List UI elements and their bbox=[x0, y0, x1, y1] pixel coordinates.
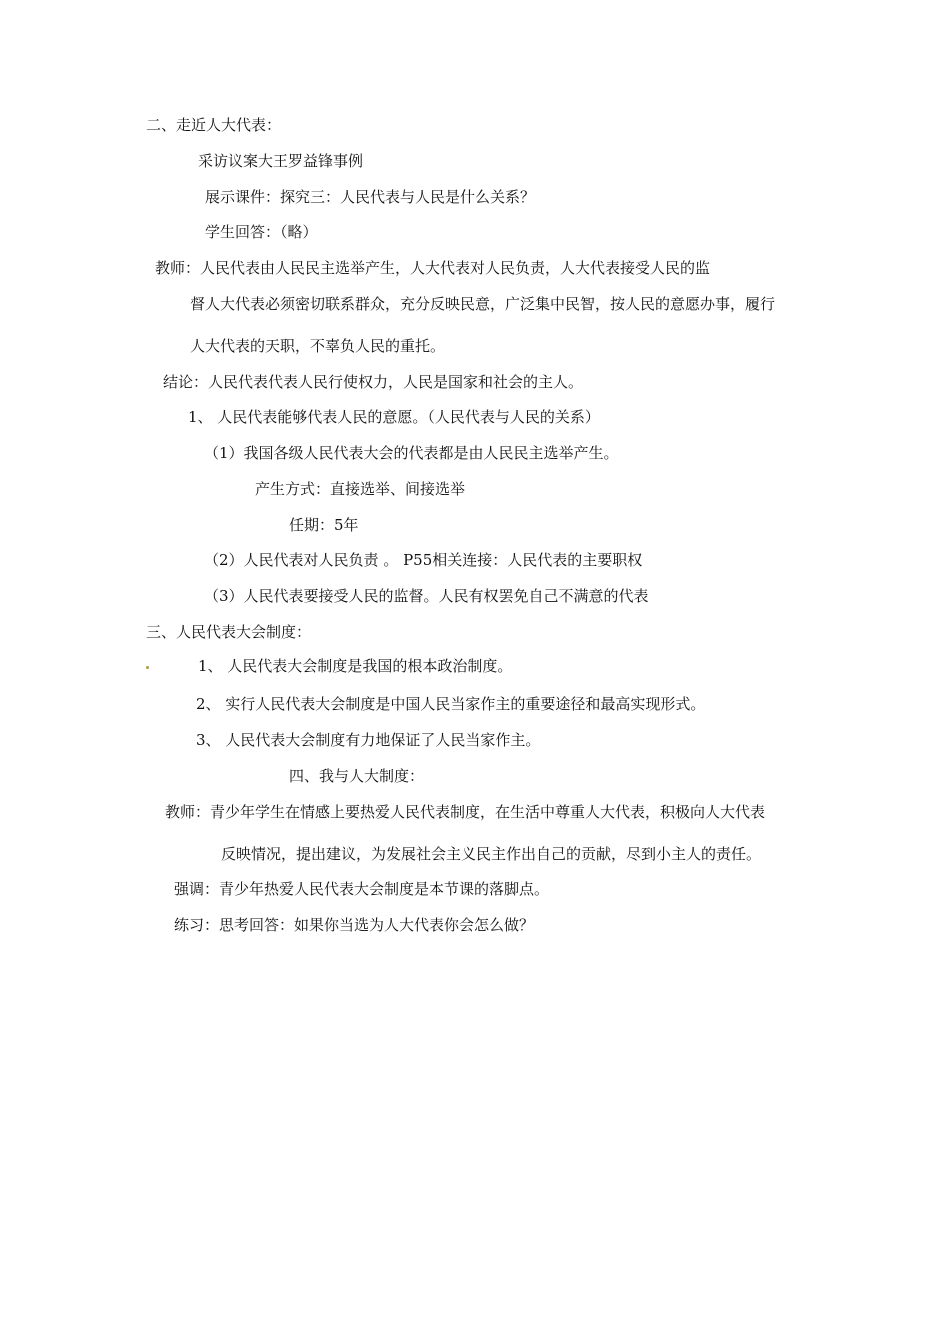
text-line: （3）人民代表要接受人民的监督。人民有权罢免自己不满意的代表 bbox=[204, 587, 649, 605]
text-line: 任期：5年 bbox=[289, 516, 359, 534]
text-line: 展示课件：探究三：人民代表与人民是什么关系？ bbox=[205, 188, 536, 206]
text-line: 采访议案大王罗益锋事例 bbox=[198, 152, 364, 170]
text-line: 练习：思考回答：如果你当选为人大代表你会怎么做？ bbox=[174, 916, 535, 934]
section-heading-3: 三、人民代表大会制度： bbox=[146, 623, 312, 641]
text-line: 强调：青少年热爱人民代表大会制度是本节课的落脚点。 bbox=[174, 880, 550, 898]
text-line: 1、 人民代表能够代表人民的意愿。（人民代表与人民的关系） bbox=[188, 408, 600, 426]
text-line: 人大代表的天职，不辜负人民的重托。 bbox=[190, 337, 446, 355]
text-line: 结论：人民代表代表人民行使权力，人民是国家和社会的主人。 bbox=[163, 373, 584, 391]
section-heading-4: 四、我与人大制度： bbox=[289, 767, 425, 785]
text-line: （2）人民代表对人民负责 。 P55相关连接：人民代表的主要职权 bbox=[204, 551, 643, 569]
text-line: 1、 人民代表大会制度是我国的根本政治制度。 bbox=[198, 657, 513, 675]
text-line: 2、 实行人民代表大会制度是中国人民当家作主的重要途径和最高实现形式。 bbox=[196, 695, 706, 713]
stray-mark bbox=[146, 666, 149, 669]
section-heading-2: 二、走近人大代表： bbox=[146, 116, 282, 134]
text-line: 教师：人民代表由人民民主选举产生，人大代表对人民负责，人大代表接受人民的监 bbox=[155, 259, 711, 277]
text-line: 学生回答：（略） bbox=[205, 223, 318, 241]
text-line: 反映情况，提出建议，为发展社会主义民主作出自己的贡献，尽到小主人的责任。 bbox=[221, 845, 762, 863]
text-line: 教师：青少年学生在情感上要热爱人民代表制度，在生活中尊重人大代表，积极向人大代表 bbox=[165, 803, 766, 821]
text-line: 督人大代表必须密切联系群众，充分反映民意，广泛集中民智，按人民的意愿办事，履行 bbox=[190, 295, 776, 313]
text-line: 3、 人民代表大会制度有力地保证了人民当家作主。 bbox=[196, 731, 541, 749]
text-line: （1）我国各级人民代表大会的代表都是由人民民主选举产生。 bbox=[204, 444, 619, 462]
text-line: 产生方式：直接选举、间接选举 bbox=[255, 480, 466, 498]
